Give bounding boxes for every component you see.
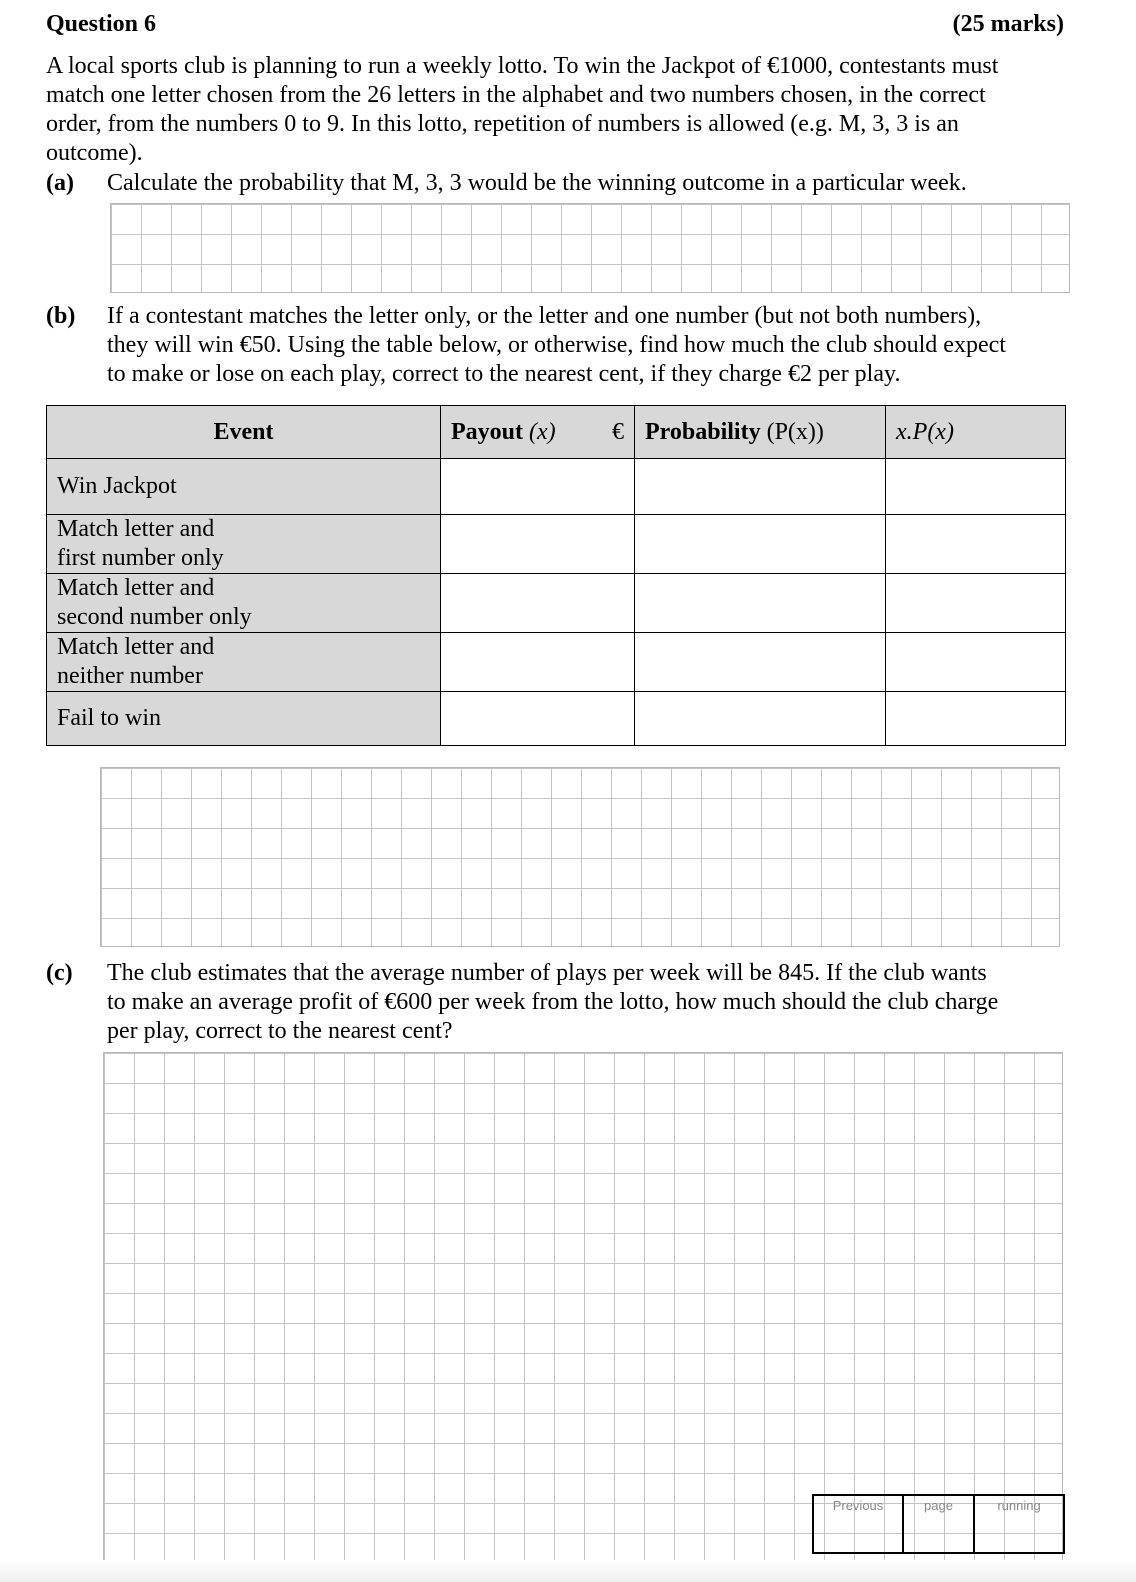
event-label [47,633,441,692]
event-label-line: Match letter and [57,634,215,660]
part-b-line: they will win €50. Using the table below, or otherwise, find how much the club should expect [107,332,1006,358]
payout-cell[interactable] [441,574,635,633]
part-b-text [107,302,1006,389]
previous-label: Previous [832,1498,884,1513]
answer-grid-a[interactable] [110,203,1070,293]
part-c-line: per play, correct to the nearest cent? [107,1018,453,1044]
table-row [47,459,1066,515]
probability-cell[interactable] [635,574,886,633]
answer-grid-c[interactable] [103,1052,1063,1562]
table-row [47,574,1066,633]
payout-cell[interactable] [441,633,635,692]
expected-value-table [46,405,1066,746]
event-label-line: neither number [57,663,203,689]
xpx-cell[interactable] [886,692,1066,746]
header-event: Event [47,406,441,459]
part-c-text [107,959,998,1046]
event-label-line: second number only [57,604,252,630]
probability-cell[interactable] [635,633,886,692]
question-marks: (25 marks) [952,11,1064,37]
table-row [47,692,1066,746]
answer-grid-b[interactable] [100,767,1060,947]
part-b-line: If a contestant matches the letter only, or the letter and one number (but not both numbers), [107,303,982,329]
xpx-cell[interactable] [886,515,1066,574]
probability-cell[interactable] [635,459,886,515]
intro-line: outcome). [46,140,143,166]
intro-line: order, from the numbers 0 to 9. In this lotto, repetition of numbers is allowed (e.g. M, 3, 3 is an [46,111,959,137]
question-intro [46,52,998,168]
question-title: Question 6 [46,11,157,37]
xpx-cell[interactable] [886,574,1066,633]
part-c-label: (c) [46,960,73,986]
event-label-line: Match letter and [57,575,215,601]
payout-cell[interactable] [441,459,635,515]
part-a-text: Calculate the probability that M, 3, 3 would be the winning outcome in a particular week. [107,170,967,196]
header-probability [635,406,886,459]
event-label [47,459,441,515]
header-probability-label: Probability [645,418,761,445]
header-payout-var: (x) [529,418,556,445]
event-label-line: first number only [57,545,224,571]
payout-cell[interactable] [441,515,635,574]
table-row [47,633,1066,692]
event-label [47,515,441,574]
part-b-line: to make or lose on each play, correct to the nearest cent, if they charge €2 per play. [107,361,901,387]
previous-page-box [812,1494,904,1554]
part-c-line: The club estimates that the average number of plays per week will be 845. If the club wants [107,960,987,986]
header-payout [441,406,635,459]
header-payout-label: Payout [451,418,523,445]
page-label: page [924,1498,953,1513]
page-box [902,1494,975,1554]
xpx-cell[interactable] [886,633,1066,692]
table-row [47,515,1066,574]
header-payout-unit: € [612,418,624,445]
event-label [47,692,441,746]
event-label-line: Match letter and [57,516,215,542]
payout-cell[interactable] [441,692,635,746]
probability-cell[interactable] [635,515,886,574]
page-bottom-shadow [0,1560,1136,1582]
table-header-row [47,406,1066,459]
part-c-line: to make an average profit of €600 per week from the lotto, how much should the club charge [107,989,999,1015]
header-xpx: x.P(x) [886,406,1066,459]
intro-line: match one letter chosen from the 26 letters in the alphabet and two numbers chosen, in the correct [46,82,986,108]
event-label-line: Win Jackpot [57,473,177,499]
xpx-cell[interactable] [886,459,1066,515]
event-label-line: Fail to win [57,705,162,731]
part-b-label: (b) [46,303,76,329]
probability-cell[interactable] [635,692,886,746]
header-probability-var: (P(x)) [766,418,824,445]
event-label [47,574,441,633]
intro-line: A local sports club is planning to run a weekly lotto. To win the Jackpot of €1000, contestants must [46,53,999,79]
running-label: running [997,1498,1041,1513]
part-a-label: (a) [46,170,74,196]
running-box [973,1494,1065,1554]
